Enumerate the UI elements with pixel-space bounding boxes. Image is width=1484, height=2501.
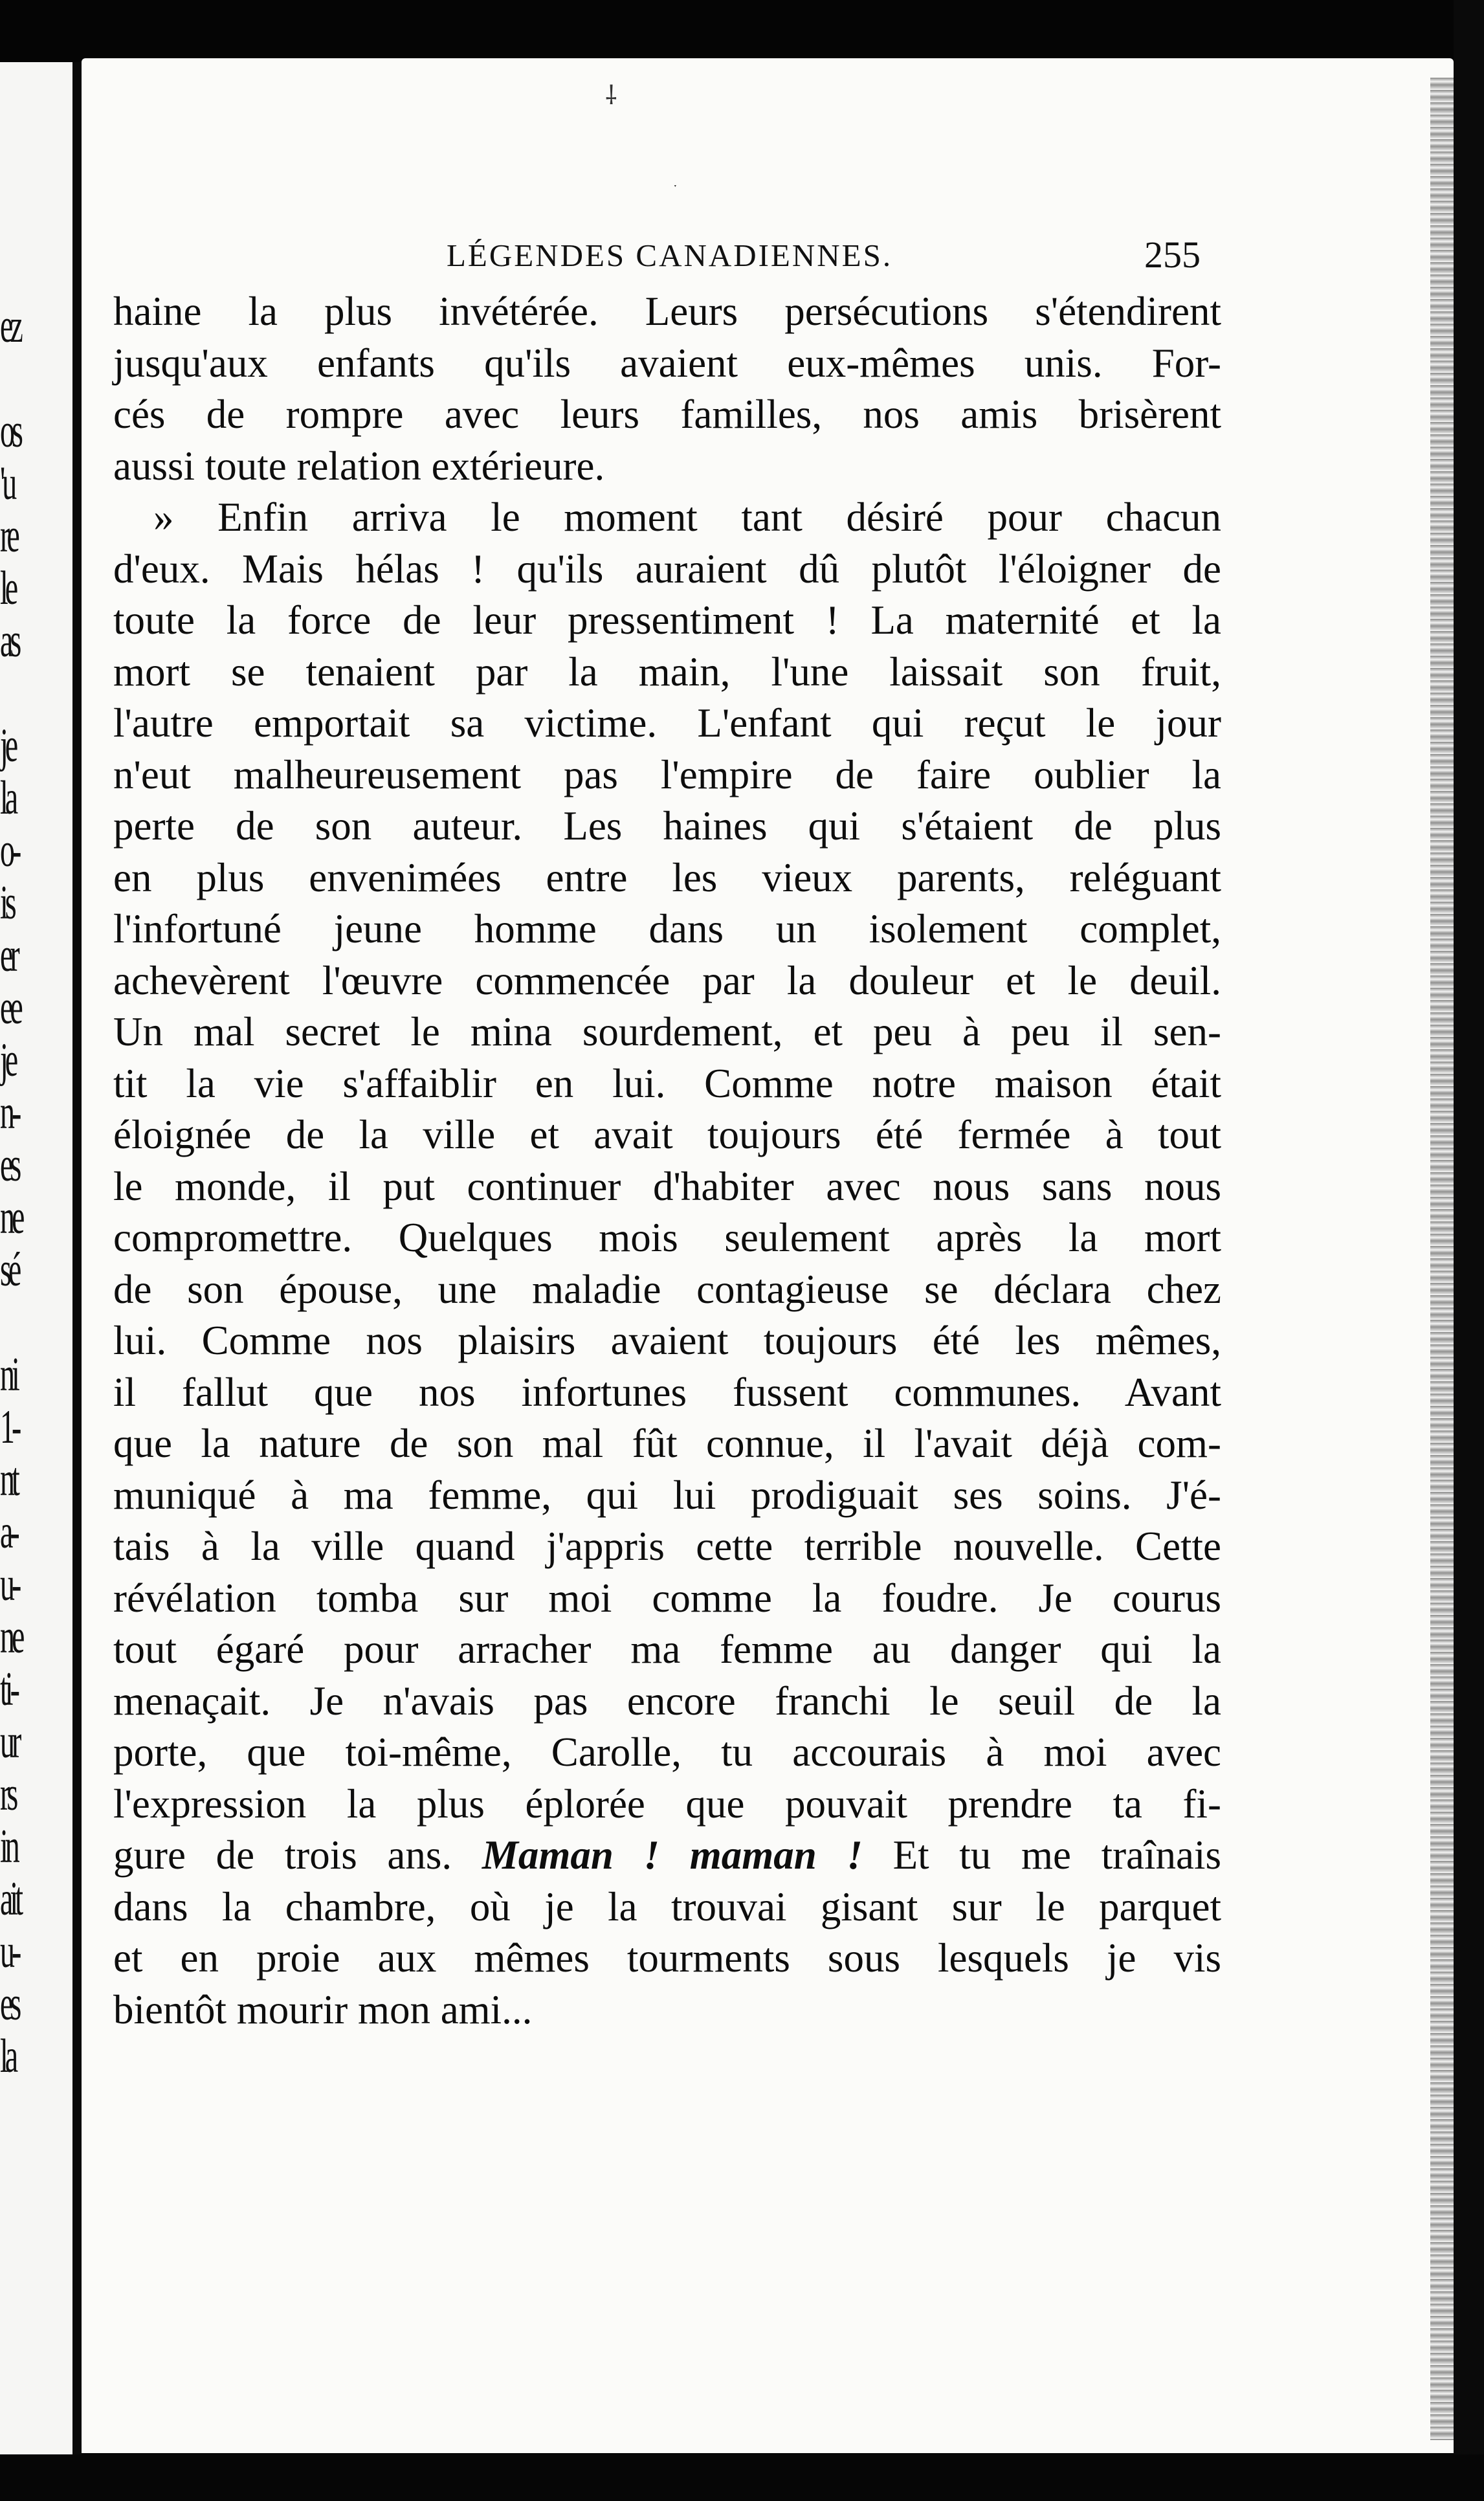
text-line: menaçait. Je n'avais pas encore franchi le seuil de la bbox=[113, 1678, 1221, 1724]
page-edges bbox=[1430, 78, 1456, 2440]
fragment bbox=[0, 353, 45, 405]
text-line: l'infortuné jeune homme dans un isolement complet, bbox=[113, 906, 1221, 951]
text-line: cés de rompre avec leurs familles, nos amis brisèrent bbox=[113, 392, 1221, 437]
text-segment: gure de trois ans. bbox=[113, 1832, 482, 1878]
scan-border-bottom bbox=[0, 2454, 1484, 2501]
fragment: la bbox=[0, 772, 16, 825]
text-line: tit la vie s'affaiblir en lui. Comme notre maison était bbox=[113, 1060, 1221, 1106]
fragment: a- bbox=[0, 1506, 17, 1559]
fragment: ti- bbox=[0, 1663, 17, 1716]
text-line: jusqu'aux enfants qu'ils avaient eux-mêmes unis. For- bbox=[113, 340, 1221, 386]
text-line: compromettre. Quelques mois seulement après la mort bbox=[113, 1215, 1221, 1260]
fragment: os bbox=[0, 405, 20, 458]
fragment: ez bbox=[0, 300, 20, 353]
text-line: l'expression la plus éplorée que pouvait prendre ta fi- bbox=[113, 1781, 1221, 1827]
text-line: éloignée de la ville et avait toujours été fermée à tout bbox=[113, 1112, 1221, 1157]
text-line: il fallut que nos infortunes fussent communes. Avant bbox=[113, 1369, 1221, 1415]
book-gutter bbox=[72, 62, 82, 2501]
ink-speck: ˑ bbox=[673, 179, 678, 196]
scan-border-right bbox=[1454, 0, 1484, 2501]
text-line: le monde, il put continuer d'habiter avec nous sans nous bbox=[113, 1163, 1221, 1209]
fragment bbox=[0, 1296, 45, 1349]
running-head bbox=[0, 234, 1484, 282]
fragment: sé bbox=[0, 1243, 19, 1296]
text-line: n'eut malheureusement pas l'empire de faire oublier la bbox=[113, 751, 1221, 797]
fragment: 'u bbox=[0, 457, 14, 510]
fragment: es bbox=[0, 1977, 19, 2030]
text-line: lui. Comme nos plaisirs avaient toujours été les mêmes, bbox=[113, 1318, 1221, 1363]
text-line: » Enfin arriva le moment tant désiré pour chacun bbox=[153, 495, 1221, 540]
fragment: le bbox=[0, 562, 16, 615]
text-line: que la nature de son mal fût connue, il l'avait déjà com- bbox=[113, 1421, 1221, 1466]
fragment: in bbox=[0, 1820, 17, 1873]
text-line: et en proie aux mêmes tourments sous lesquels je vis bbox=[113, 1935, 1221, 1981]
fragment: as bbox=[0, 614, 19, 667]
text-line: l'autre emportait sa victime. L'enfant qui reçut le jour bbox=[113, 700, 1221, 746]
page-number: 255 bbox=[1144, 234, 1201, 276]
fragment: 1- bbox=[0, 1401, 19, 1454]
fragment: ni bbox=[0, 1348, 17, 1401]
body-text bbox=[113, 286, 1221, 2036]
text-line: d'eux. Mais hélas ! qu'ils auraient dû plutôt l'éloigner de bbox=[113, 546, 1221, 592]
fragment: ur bbox=[0, 1715, 19, 1768]
text-line: Un mal secret le mina sourdement, et peu à peu il sen- bbox=[113, 1009, 1221, 1054]
text-line: dans la chambre, où je la trouvai gisant sur le parquet bbox=[113, 1884, 1221, 1929]
text-line: porte, que toi-même, Carolle, tu accourais à moi avec bbox=[113, 1729, 1221, 1775]
fragment bbox=[0, 667, 45, 720]
fragment: ne bbox=[0, 1610, 22, 1663]
fragment: ait bbox=[0, 1873, 20, 1926]
previous-page-line-fragments bbox=[0, 300, 45, 2083]
fragment: rs bbox=[0, 1768, 16, 1821]
text-line: achevèrent l'œuvre commencée par la douleur et le deuil. bbox=[113, 957, 1221, 1003]
fragment: ee bbox=[0, 981, 20, 1034]
text-line: perte de son auteur. Les haines qui s'étaient de plus bbox=[113, 803, 1221, 849]
ink-speck: ⸸ bbox=[605, 81, 617, 110]
fragment: je bbox=[0, 1034, 16, 1087]
text-line: de son épouse, une maladie contagieuse se déclara chez bbox=[113, 1266, 1221, 1312]
italic-exclamation: Maman ! maman ! bbox=[482, 1832, 863, 1878]
fragment: o- bbox=[0, 824, 19, 877]
text-line: toute la force de leur pressentiment ! La maternité et la bbox=[113, 597, 1221, 643]
fragment: u- bbox=[0, 1558, 19, 1611]
previous-page-edge bbox=[0, 62, 72, 2501]
fragment: is bbox=[0, 876, 14, 929]
fragment: u- bbox=[0, 1925, 19, 1978]
text-line: tais à la ville quand j'appris cette terrible nouvelle. Cette bbox=[113, 1524, 1221, 1569]
text-line: révélation tomba sur moi comme la foudre. Je courus bbox=[113, 1575, 1221, 1621]
text-line: bientôt mourir mon ami... bbox=[113, 1986, 533, 2032]
text-line: mort se tenaient par la main, l'une laissait son fruit, bbox=[113, 649, 1221, 695]
text-line: tout égaré pour arracher ma femme au danger qui la bbox=[113, 1627, 1221, 1672]
text-line: en plus envenimées entre les vieux parents, reléguant bbox=[113, 854, 1221, 900]
fragment: nt bbox=[0, 1453, 17, 1506]
fragment: la bbox=[0, 2030, 16, 2083]
fragment: er bbox=[0, 929, 17, 982]
fragment: es bbox=[0, 1139, 19, 1192]
fragment: re bbox=[0, 509, 17, 562]
fragment: ne bbox=[0, 1191, 22, 1244]
fragment: n- bbox=[0, 1086, 19, 1139]
text-segment: Et tu me traînais bbox=[862, 1832, 1222, 1878]
text-line: muniqué à ma femme, qui lui prodiguait ses soins. J'é- bbox=[113, 1472, 1221, 1518]
fragment: je bbox=[0, 719, 16, 772]
text-line-with-italic bbox=[113, 1830, 1221, 1882]
running-title: LÉGENDES CANADIENNES. bbox=[447, 238, 893, 273]
text-line: haine la plus invétérée. Leurs persécutions s'étendirent bbox=[113, 289, 1221, 334]
text-line: aussi toute relation extérieure. bbox=[113, 443, 605, 489]
